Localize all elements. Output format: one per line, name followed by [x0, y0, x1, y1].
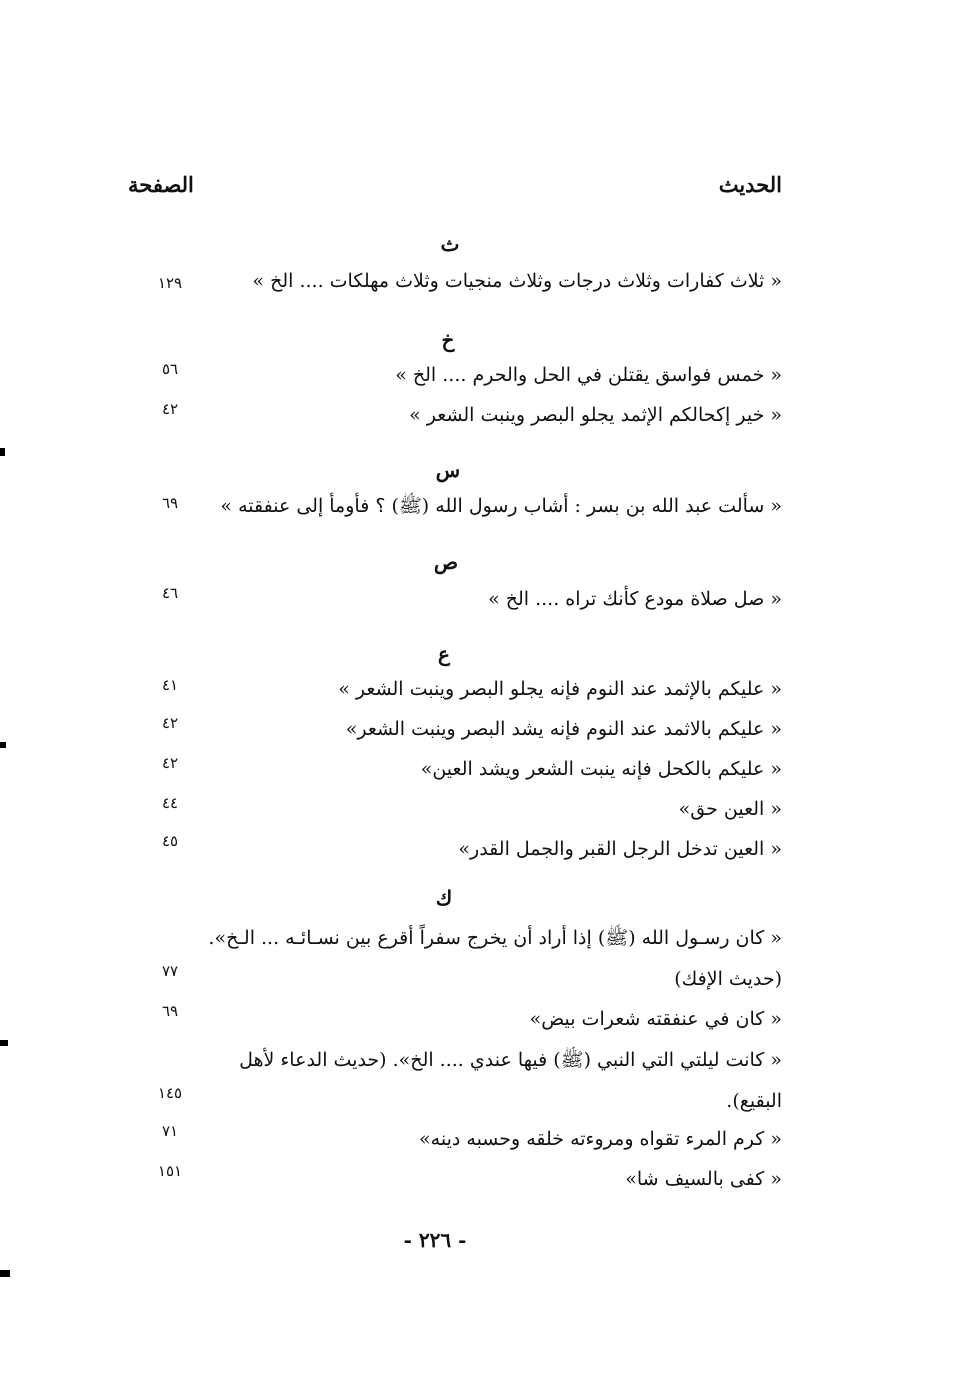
page-reference: ٦٩ — [161, 1002, 179, 1020]
scan-mark — [0, 448, 5, 456]
page-reference: ٤١ — [161, 676, 179, 694]
page-reference: ١٤٥ — [157, 1084, 183, 1102]
page-reference: ١٢٩ — [157, 274, 183, 292]
page-number: - ٢٢٦ - — [403, 1228, 467, 1252]
page-reference: ٧١ — [161, 1122, 179, 1140]
hadith-entry: « ثلاث كفارات وثلاث درجات وثلاث منجيات وثلاث مهلكات .... الخ » — [252, 270, 782, 292]
page-reference: ٧٧ — [161, 962, 179, 980]
section-letter: ث — [440, 232, 460, 256]
page-reference: ١٥١ — [157, 1162, 183, 1180]
scan-mark — [0, 1040, 8, 1046]
hadith-entry: « عليكم بالإثمد عند النوم فإنه يجلو البصر وينبت الشعر » — [338, 678, 782, 700]
page-reference: ٤٢ — [161, 400, 179, 418]
page-reference: ٥٦ — [161, 360, 179, 378]
hadith-entry: « عليكم بالكحل فإنه ينبت الشعر ويشد العين» — [420, 758, 782, 780]
page-reference: ٤٥ — [161, 832, 179, 850]
hadith-entry: « عليكم بالاثمد عند النوم فإنه يشد البصر وينبت الشعر» — [345, 718, 782, 740]
hadith-entry: « العين حق» — [678, 798, 782, 820]
hadith-entry: « كان في عنفقته شعرات بيض» — [529, 1008, 782, 1030]
section-letter: ع — [438, 642, 450, 666]
hadith-entry: « سألت عبد الله بن بسر : أشاب رسول الله (ﷺ) ؟ فأومأ إلى عنفقته » — [220, 495, 782, 517]
hadith-entry: « كرم المرء تقواه ومروءته خلقه وحسبه دينه» — [419, 1128, 782, 1150]
hadith-entry-continued: (حديث الإفك) — [674, 968, 782, 990]
column-header-page: الصفحة — [128, 172, 194, 197]
hadith-entry: « العين تدخل الرجل القبر والجمل القدر» — [458, 838, 782, 860]
page-reference: ٤٢ — [161, 714, 179, 732]
hadith-entry: « كانت ليلتي التي النبي (ﷺ) فيها عندي .... الخ». (حديث الدعاء لأهل — [239, 1049, 782, 1071]
hadith-entry-continued: البقيع). — [726, 1090, 782, 1112]
page-reference: ٦٩ — [161, 494, 179, 512]
section-letter: ص — [433, 550, 459, 574]
hadith-entry: « كان رسـول الله (ﷺ) إذا أراد أن يخرج سفراً أقرع بين نسـائـه ... الـخ». — [208, 927, 782, 949]
section-letter: ك — [435, 886, 453, 910]
hadith-entry: « صل صلاة مودع كأنك تراه .... الخ » — [488, 588, 782, 610]
hadith-entry: « خمس فواسق يقتلن في الحل والحرم .... الخ » — [395, 364, 782, 386]
hadith-entry: « خير إكحالكم الإثمد يجلو البصر وينبت الشعر » — [409, 404, 782, 426]
section-letter: س — [435, 458, 461, 482]
column-header-hadith: الحديث — [718, 172, 782, 197]
page-reference: ٤٦ — [161, 584, 179, 602]
scan-mark — [0, 1270, 10, 1277]
scan-mark — [0, 742, 6, 748]
section-letter: خ — [441, 328, 455, 352]
page-reference: ٤٤ — [161, 794, 179, 812]
page-reference: ٤٢ — [161, 754, 179, 772]
hadith-entry: « كفى بالسيف شا» — [625, 1168, 782, 1190]
